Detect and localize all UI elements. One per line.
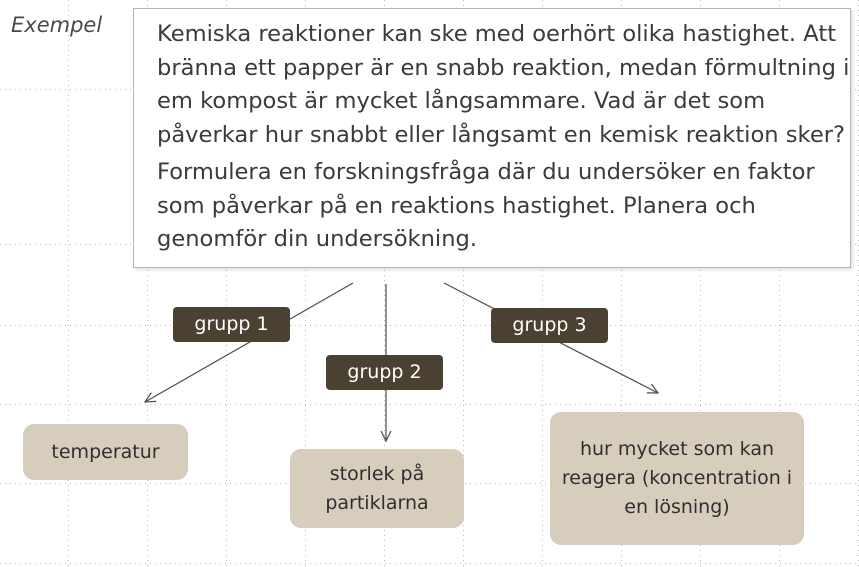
- example-label: Exempel: [11, 13, 103, 37]
- factor-partikelstorlek: [290, 449, 464, 528]
- factor-temperatur: [23, 424, 188, 480]
- task-paragraph-1: Kemiska reaktioner kan ske med oerhört olika hastighet. Att bränna ett papper är en snabb reaktion, medan förmultning i em kompost är mycket långsammare. Vad är det som påverkar hur snabbt eller långsamt en kemisk reaktion sker?: [157, 21, 850, 148]
- arrow-to-temperatur: [145, 283, 353, 402]
- group-1-label: grupp 1: [173, 307, 290, 342]
- factor-koncentration-text: hur mycket som kan reagera (koncentration i en lösning): [561, 438, 793, 518]
- group-2-label: grupp 2: [326, 355, 443, 390]
- group-3-label: grupp 3: [491, 308, 608, 343]
- factor-koncentration: [550, 412, 804, 545]
- factor-temperatur-text: temperatur: [51, 440, 160, 463]
- task-paragraph-2: Formulera en forskningsfråga där du undersöker en faktor som påverkar på en reaktions hastighet. Planera och genomför din undersökning.: [157, 159, 815, 252]
- factor-partikelstorlek-text: storlek på partiklarna: [325, 462, 429, 514]
- task-description-box: [133, 8, 851, 268]
